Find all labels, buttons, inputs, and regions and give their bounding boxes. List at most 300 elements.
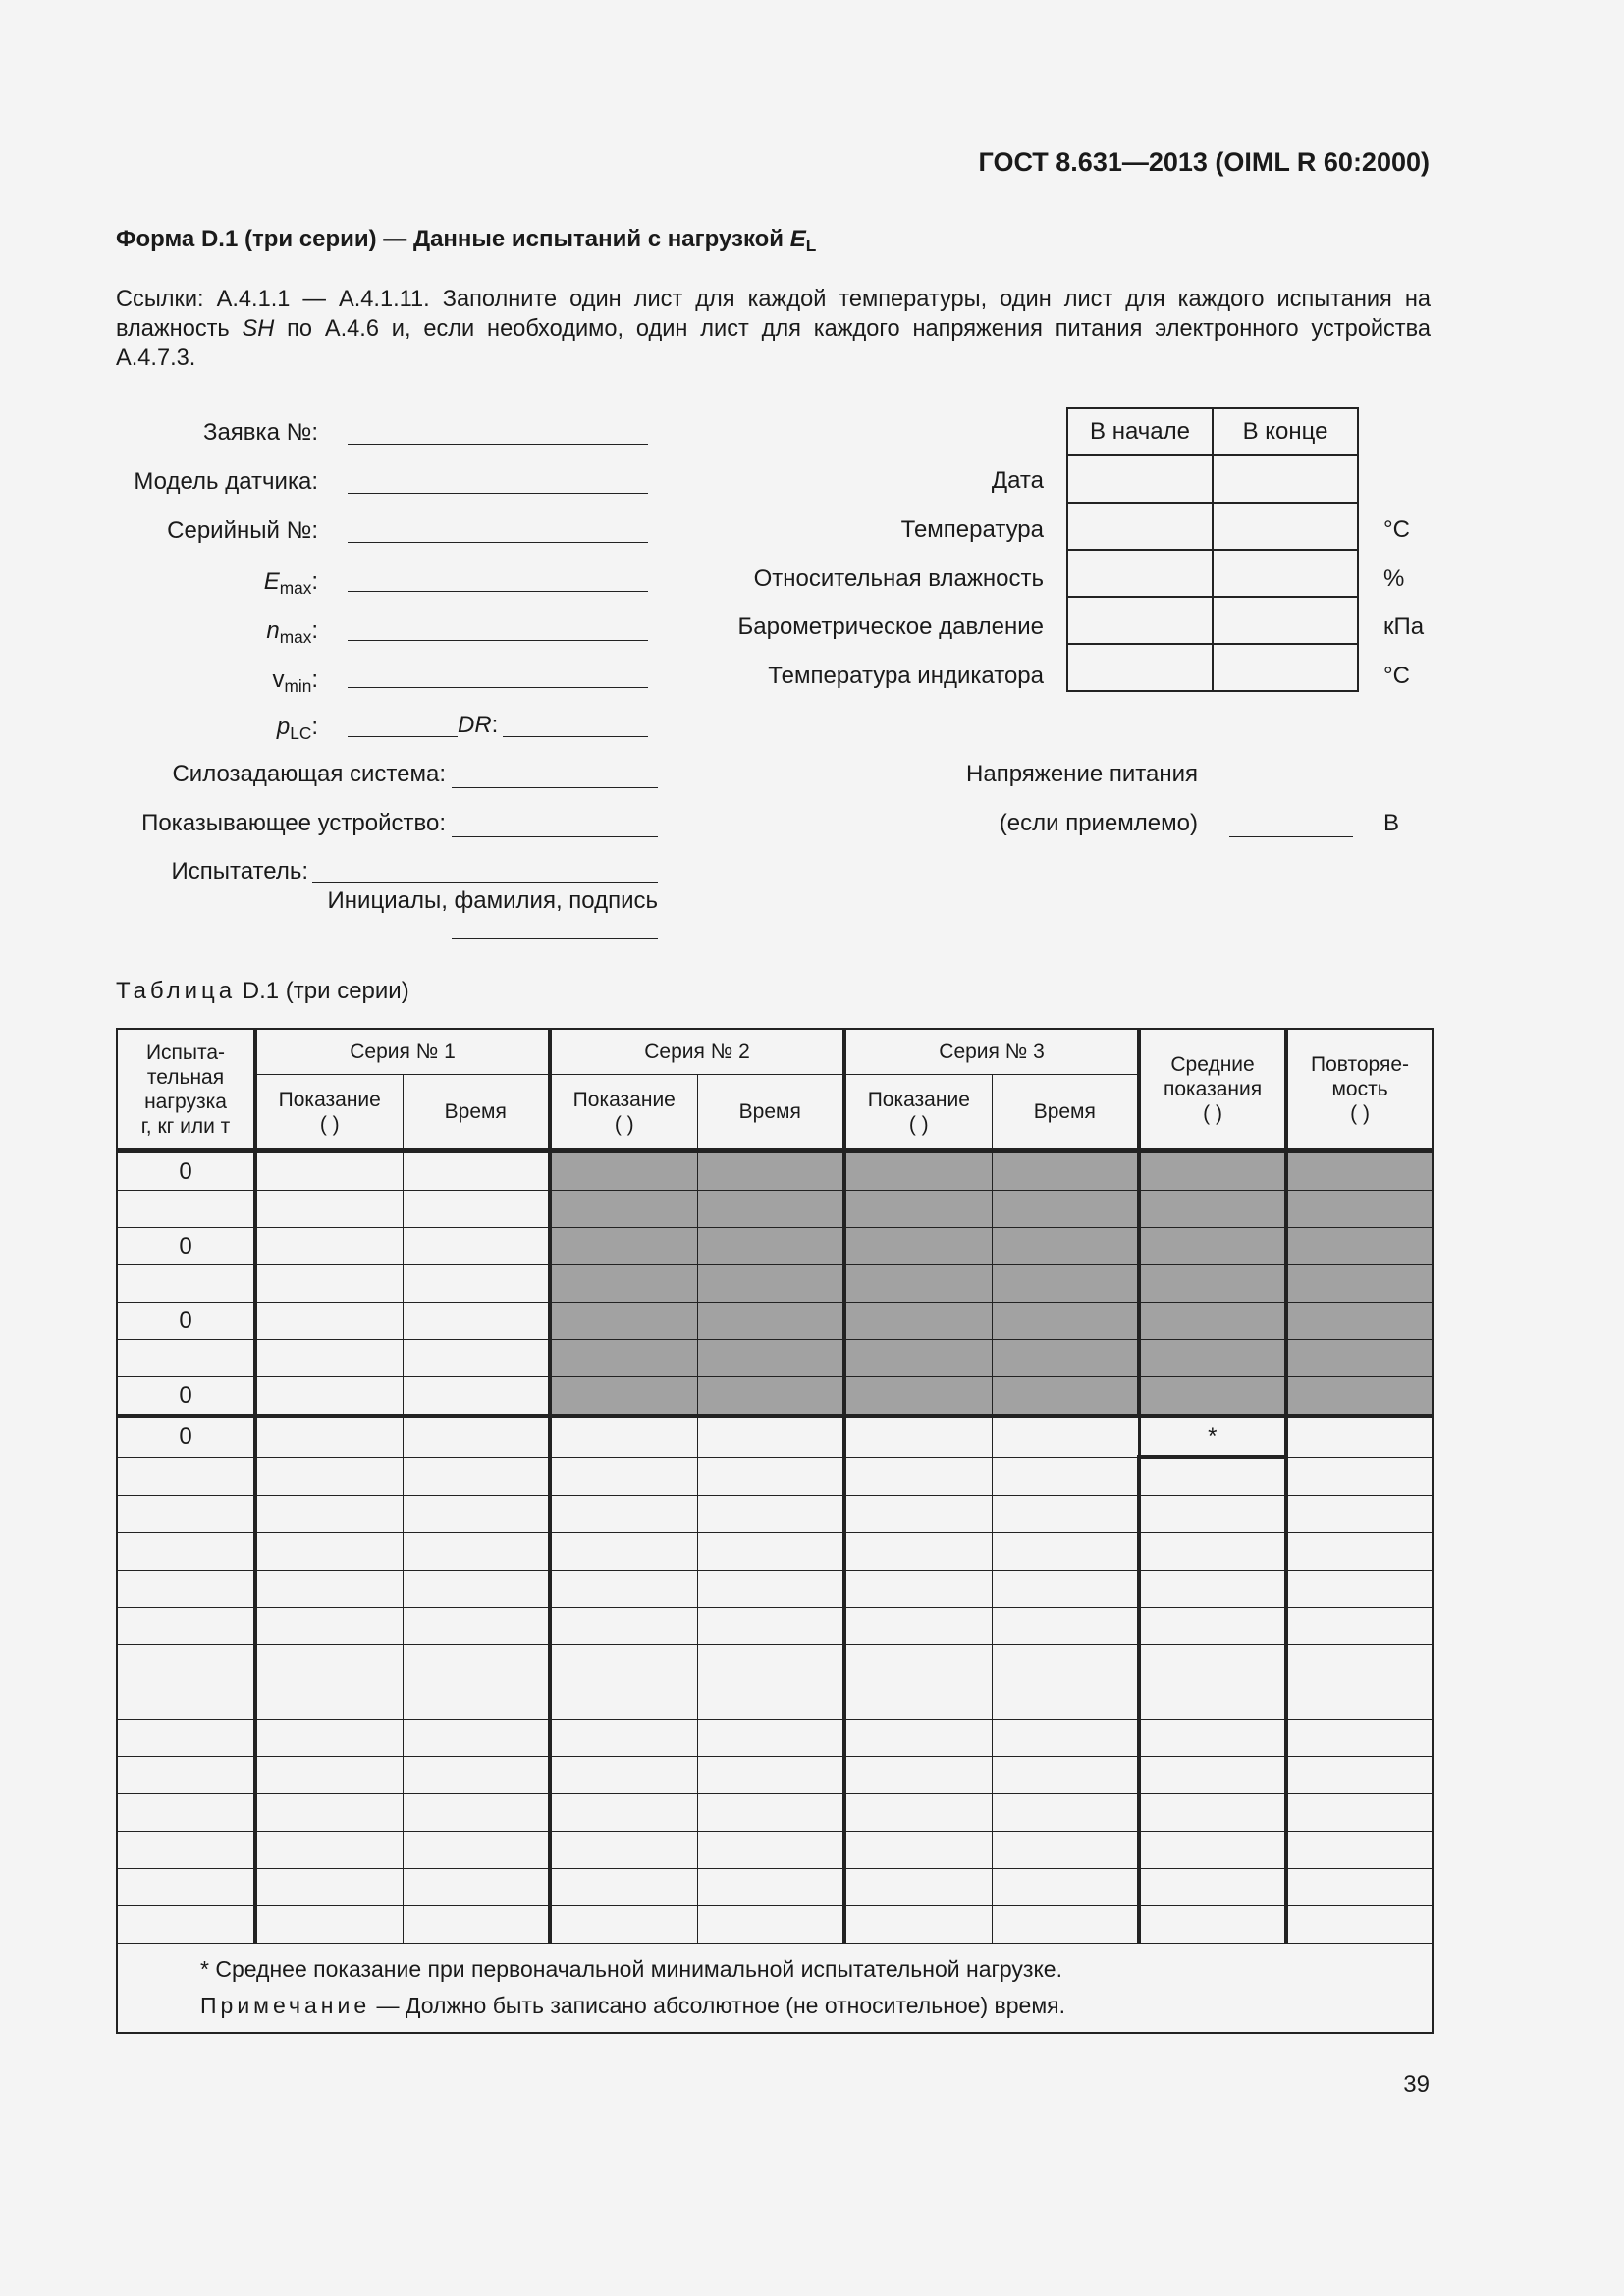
average-header xyxy=(1139,1029,1286,1151)
shaded-cell xyxy=(992,1377,1139,1416)
data-cell[interactable] xyxy=(550,1457,697,1496)
load-cell[interactable] xyxy=(117,1832,255,1869)
data-cell[interactable] xyxy=(403,1645,550,1682)
repeatability-header-line-2: мость xyxy=(1331,1078,1388,1100)
data-cell[interactable] xyxy=(550,1416,697,1458)
data-cell[interactable] xyxy=(992,1571,1139,1608)
data-cell[interactable] xyxy=(697,1608,844,1645)
shaded-cell xyxy=(550,1191,697,1228)
data-cell[interactable] xyxy=(403,1533,550,1571)
force-system-line[interactable] xyxy=(452,787,658,788)
data-cell[interactable] xyxy=(992,1906,1139,1944)
table-row xyxy=(117,1303,1433,1340)
data-cell[interactable] xyxy=(255,1265,403,1303)
repeatability-header-paren: ( ) xyxy=(1350,1102,1370,1125)
average-initial-cell[interactable]: * xyxy=(1139,1416,1286,1458)
pressure-end-cell[interactable] xyxy=(1213,597,1358,644)
vmin-line[interactable] xyxy=(348,687,648,688)
form-title xyxy=(116,226,816,256)
data-cell[interactable] xyxy=(1286,1832,1433,1869)
data-cell[interactable] xyxy=(403,1757,550,1794)
table-row xyxy=(117,1682,1433,1720)
data-cell[interactable] xyxy=(844,1416,992,1458)
data-cell[interactable] xyxy=(403,1794,550,1832)
series-3-reading-label: Показание xyxy=(867,1088,970,1111)
load-cell[interactable] xyxy=(117,1645,255,1682)
data-cell[interactable] xyxy=(550,1608,697,1645)
series-3-header: Серия № 3 xyxy=(844,1029,1139,1075)
data-cell[interactable] xyxy=(550,1757,697,1794)
serial-label: Серийный №: xyxy=(167,517,318,544)
shaded-cell xyxy=(844,1228,992,1265)
data-cell[interactable] xyxy=(255,1303,403,1340)
data-cell[interactable] xyxy=(697,1869,844,1906)
table-caption-word: Таблица xyxy=(116,978,237,1004)
shaded-cell xyxy=(992,1228,1139,1265)
data-cell[interactable] xyxy=(844,1757,992,1794)
data-cell[interactable] xyxy=(844,1832,992,1869)
table-row xyxy=(117,1645,1433,1682)
load-cell[interactable]: 0 xyxy=(117,1377,255,1416)
emax-colon: : xyxy=(311,568,318,595)
date-start-cell[interactable] xyxy=(1067,455,1213,503)
average-header-paren: ( ) xyxy=(1203,1102,1222,1125)
data-cell[interactable] xyxy=(255,1906,403,1944)
data-cell[interactable] xyxy=(1139,1757,1286,1794)
plc-line[interactable] xyxy=(348,736,458,737)
data-cell[interactable] xyxy=(844,1457,992,1496)
data-cell[interactable] xyxy=(1286,1608,1433,1645)
footnote-text: * Среднее показание при первоначальной минимальной испытательной нагрузке. xyxy=(200,1956,1062,1982)
temperature-end-cell[interactable] xyxy=(1213,503,1358,550)
data-cell[interactable] xyxy=(550,1496,697,1533)
shaded-cell xyxy=(992,1191,1139,1228)
shaded-cell xyxy=(550,1265,697,1303)
voltage-hint: (если приемлемо) xyxy=(999,810,1198,836)
data-cell[interactable] xyxy=(255,1869,403,1906)
shaded-cell xyxy=(697,1228,844,1265)
data-cell[interactable] xyxy=(1139,1496,1286,1533)
data-cell[interactable] xyxy=(403,1228,550,1265)
data-cell[interactable] xyxy=(255,1757,403,1794)
data-cell[interactable] xyxy=(844,1533,992,1571)
table-row xyxy=(117,1151,1433,1191)
data-cell[interactable] xyxy=(844,1608,992,1645)
data-cell[interactable] xyxy=(550,1571,697,1608)
data-cell[interactable] xyxy=(697,1682,844,1720)
repeatability-header-line-1: Повторяе- xyxy=(1311,1053,1410,1076)
data-cell[interactable] xyxy=(992,1757,1139,1794)
data-cell[interactable] xyxy=(550,1906,697,1944)
load-cell[interactable]: 0 xyxy=(117,1151,255,1191)
data-cell[interactable] xyxy=(844,1794,992,1832)
shaded-cell xyxy=(1139,1377,1286,1416)
data-cell[interactable] xyxy=(697,1533,844,1571)
voltage-unit: В xyxy=(1383,810,1400,836)
data-cell[interactable] xyxy=(1139,1457,1286,1496)
plc-colon: : xyxy=(311,714,318,740)
data-cell[interactable] xyxy=(697,1496,844,1533)
shaded-cell xyxy=(1286,1228,1433,1265)
load-header xyxy=(117,1029,255,1151)
vmin-subscript: min xyxy=(284,676,312,697)
page-number: 39 xyxy=(1403,2071,1430,2098)
voltage-label: Напряжение питания xyxy=(966,761,1198,787)
table-row xyxy=(117,1608,1433,1645)
data-cell[interactable] xyxy=(844,1682,992,1720)
data-cell[interactable] xyxy=(844,1645,992,1682)
table-row xyxy=(117,1340,1433,1377)
series-1-reading-paren: ( ) xyxy=(319,1112,340,1136)
load-cell[interactable] xyxy=(117,1608,255,1645)
data-cell[interactable] xyxy=(255,1682,403,1720)
pressure-start-cell[interactable] xyxy=(1067,597,1213,644)
data-cell[interactable] xyxy=(992,1869,1139,1906)
data-cell[interactable] xyxy=(255,1533,403,1571)
data-cell[interactable] xyxy=(992,1645,1139,1682)
shaded-cell xyxy=(697,1151,844,1191)
shaded-cell xyxy=(1139,1265,1286,1303)
data-cell[interactable] xyxy=(697,1832,844,1869)
data-cell[interactable] xyxy=(403,1869,550,1906)
data-cell[interactable] xyxy=(255,1340,403,1377)
table-footer xyxy=(117,1944,1433,2034)
dr-label xyxy=(458,711,498,740)
average-header-line-1: Средние xyxy=(1170,1053,1255,1076)
data-cell[interactable] xyxy=(255,1496,403,1533)
application-label: Заявка №: xyxy=(202,419,318,446)
data-cell[interactable] xyxy=(992,1608,1139,1645)
series-2-header: Серия № 2 xyxy=(550,1029,844,1075)
dr-line[interactable] xyxy=(503,736,648,737)
table-caption xyxy=(116,978,409,1005)
data-cell[interactable] xyxy=(1286,1869,1433,1906)
serial-line[interactable] xyxy=(348,542,648,543)
shaded-cell xyxy=(1139,1228,1286,1265)
data-cell[interactable] xyxy=(550,1720,697,1757)
data-cell[interactable] xyxy=(697,1571,844,1608)
data-cell[interactable] xyxy=(1139,1571,1286,1608)
series-1-reading-header xyxy=(255,1075,403,1151)
table-row xyxy=(117,1757,1433,1794)
data-cell[interactable] xyxy=(255,1228,403,1265)
emax-symbol: E xyxy=(263,568,280,595)
data-cell[interactable] xyxy=(403,1608,550,1645)
references-paragraph xyxy=(116,285,1431,373)
condition-unit-humidity: % xyxy=(1383,565,1405,592)
form-title-symbol: E xyxy=(789,226,806,252)
table-row xyxy=(117,1571,1433,1608)
series-2-reading-label: Показание xyxy=(572,1088,676,1111)
shaded-cell xyxy=(550,1303,697,1340)
load-header-line-3: нагрузка xyxy=(144,1090,227,1113)
data-cell[interactable] xyxy=(1286,1682,1433,1720)
references-symbol: SH xyxy=(242,316,275,342)
data-cell[interactable] xyxy=(403,1571,550,1608)
indicator-temperature-end-cell[interactable] xyxy=(1213,644,1358,691)
data-cell[interactable] xyxy=(992,1496,1139,1533)
nmax-label xyxy=(116,616,318,652)
data-cell[interactable] xyxy=(403,1151,550,1191)
tester-label: Испытатель: xyxy=(171,858,308,884)
load-cell[interactable] xyxy=(117,1191,255,1228)
plc-subscript: LC xyxy=(290,723,312,744)
condition-unit-pressure: кПа xyxy=(1383,614,1425,640)
shaded-cell xyxy=(697,1191,844,1228)
series-3-reading-paren: ( ) xyxy=(908,1112,929,1136)
references-part2: по А.4.6 и, если необходимо, один лист для каждого напряжения питания электронного устройства А.4.7.3. xyxy=(116,316,1431,371)
load-cell[interactable] xyxy=(117,1340,255,1377)
average-header-line-2: показания xyxy=(1163,1078,1263,1100)
condition-label-indicator-temperature: Температура индикатора xyxy=(768,663,1044,689)
data-cell[interactable] xyxy=(844,1720,992,1757)
data-cell[interactable] xyxy=(992,1720,1139,1757)
data-cell[interactable] xyxy=(255,1377,403,1416)
conditions-table xyxy=(1066,407,1359,692)
series-2-reading-header xyxy=(550,1075,697,1151)
data-cell[interactable] xyxy=(255,1571,403,1608)
shaded-cell xyxy=(1139,1340,1286,1377)
note-rest: — Должно быть записано абсолютное (не относительное) время. xyxy=(370,1993,1065,2018)
data-cell[interactable] xyxy=(403,1457,550,1496)
shaded-cell xyxy=(1286,1191,1433,1228)
data-cell[interactable] xyxy=(1139,1645,1286,1682)
load-header-line-4: г, кг или т xyxy=(140,1114,231,1138)
data-cell[interactable] xyxy=(992,1794,1139,1832)
data-cell[interactable] xyxy=(550,1682,697,1720)
condition-label-temperature: Температура xyxy=(900,516,1044,543)
condition-label-humidity: Относительная влажность xyxy=(753,565,1044,592)
load-cell[interactable]: 0 xyxy=(117,1416,255,1458)
shaded-cell xyxy=(697,1340,844,1377)
data-cell[interactable] xyxy=(697,1794,844,1832)
data-cell[interactable] xyxy=(403,1303,550,1340)
load-cell[interactable] xyxy=(117,1869,255,1906)
data-cell[interactable] xyxy=(255,1416,403,1458)
data-cell[interactable] xyxy=(1139,1906,1286,1944)
data-cell[interactable] xyxy=(697,1757,844,1794)
condition-unit-temperature: °C xyxy=(1383,516,1410,543)
data-cell[interactable] xyxy=(403,1416,550,1458)
emax-line[interactable] xyxy=(348,591,648,592)
series-1-time-header: Время xyxy=(403,1075,550,1151)
load-cell[interactable] xyxy=(117,1757,255,1794)
data-cell[interactable] xyxy=(255,1151,403,1191)
force-system-label: Силозадающая система: xyxy=(172,761,446,787)
shaded-cell xyxy=(1286,1340,1433,1377)
shaded-cell xyxy=(1139,1303,1286,1340)
data-cell[interactable] xyxy=(1286,1720,1433,1757)
load-cell[interactable] xyxy=(117,1265,255,1303)
data-cell[interactable] xyxy=(550,1794,697,1832)
signature-hint: Инициалы, фамилия, подпись xyxy=(327,887,658,914)
shaded-cell xyxy=(1286,1377,1433,1416)
data-cell[interactable] xyxy=(844,1906,992,1944)
data-cell[interactable] xyxy=(255,1608,403,1645)
emax-label xyxy=(116,567,318,603)
vmin-colon: : xyxy=(311,667,318,693)
table-row xyxy=(117,1377,1433,1416)
data-cell[interactable] xyxy=(255,1720,403,1757)
series-2-time-header: Время xyxy=(697,1075,844,1151)
data-cell[interactable] xyxy=(403,1377,550,1416)
condition-label-date: Дата xyxy=(991,467,1044,494)
shaded-cell xyxy=(550,1151,697,1191)
data-cell[interactable] xyxy=(1286,1416,1433,1458)
shaded-cell xyxy=(697,1377,844,1416)
table-row xyxy=(117,1720,1433,1757)
data-cell[interactable] xyxy=(992,1682,1139,1720)
shaded-cell xyxy=(697,1303,844,1340)
data-cell[interactable] xyxy=(697,1416,844,1458)
data-cell[interactable] xyxy=(1286,1533,1433,1571)
table-row xyxy=(117,1191,1433,1228)
test-data-table xyxy=(116,1028,1434,2034)
signature-line[interactable] xyxy=(452,938,658,939)
shaded-cell xyxy=(1286,1151,1433,1191)
repeatability-header xyxy=(1286,1029,1433,1151)
conditions-header-start: В начале xyxy=(1067,408,1213,455)
data-cell[interactable] xyxy=(992,1832,1139,1869)
load-cell[interactable] xyxy=(117,1533,255,1571)
document-number: ГОСТ 8.631—2013 (OIML R 60:2000) xyxy=(978,147,1430,177)
data-cell[interactable] xyxy=(403,1720,550,1757)
data-cell[interactable] xyxy=(255,1645,403,1682)
shaded-cell xyxy=(844,1265,992,1303)
emax-subscript: max xyxy=(279,578,312,599)
data-cell[interactable] xyxy=(403,1832,550,1869)
data-cell[interactable] xyxy=(1139,1682,1286,1720)
nmax-line[interactable] xyxy=(348,640,648,641)
indicator-temperature-start-cell[interactable] xyxy=(1067,644,1213,691)
data-cell[interactable] xyxy=(255,1794,403,1832)
series-3-reading-header xyxy=(844,1075,992,1151)
series-2-reading-paren: ( ) xyxy=(614,1112,634,1136)
load-cell[interactable] xyxy=(117,1794,255,1832)
data-cell[interactable] xyxy=(550,1533,697,1571)
shaded-cell xyxy=(844,1303,992,1340)
data-cell[interactable] xyxy=(403,1682,550,1720)
condition-label-pressure: Барометрическое давление xyxy=(737,614,1044,640)
data-cell[interactable] xyxy=(697,1645,844,1682)
data-cell[interactable] xyxy=(1139,1720,1286,1757)
data-cell[interactable] xyxy=(403,1191,550,1228)
table-row xyxy=(117,1794,1433,1832)
data-cell[interactable] xyxy=(550,1832,697,1869)
table-row xyxy=(117,1457,1433,1496)
load-cell[interactable]: 0 xyxy=(117,1228,255,1265)
data-cell[interactable] xyxy=(992,1533,1139,1571)
data-cell[interactable] xyxy=(1139,1869,1286,1906)
load-cell[interactable] xyxy=(117,1906,255,1944)
data-cell[interactable] xyxy=(1286,1906,1433,1944)
load-cell[interactable] xyxy=(117,1682,255,1720)
load-cell[interactable] xyxy=(117,1571,255,1608)
data-cell[interactable] xyxy=(1139,1608,1286,1645)
indicator-line[interactable] xyxy=(452,836,658,837)
tester-line[interactable] xyxy=(312,882,658,883)
series-1-header: Серия № 1 xyxy=(255,1029,550,1075)
data-cell[interactable] xyxy=(403,1496,550,1533)
data-cell[interactable] xyxy=(1286,1645,1433,1682)
voltage-line[interactable] xyxy=(1229,836,1353,837)
shaded-cell xyxy=(1139,1151,1286,1191)
plc-label xyxy=(116,713,318,748)
dr-symbol: DR xyxy=(458,712,492,738)
shaded-cell xyxy=(550,1228,697,1265)
sensor-model-label: Модель датчика: xyxy=(134,468,318,495)
data-cell[interactable] xyxy=(992,1416,1139,1458)
data-cell[interactable] xyxy=(255,1191,403,1228)
data-cell[interactable] xyxy=(1286,1496,1433,1533)
shaded-cell xyxy=(992,1151,1139,1191)
data-cell[interactable] xyxy=(844,1496,992,1533)
load-cell[interactable] xyxy=(117,1457,255,1496)
data-cell[interactable] xyxy=(550,1645,697,1682)
shaded-cell xyxy=(1286,1303,1433,1340)
data-cell[interactable] xyxy=(697,1457,844,1496)
data-cell[interactable] xyxy=(1286,1757,1433,1794)
shaded-cell xyxy=(697,1265,844,1303)
data-cell[interactable] xyxy=(697,1906,844,1944)
data-cell[interactable] xyxy=(1139,1832,1286,1869)
table-row xyxy=(117,1906,1433,1944)
humidity-end-cell[interactable] xyxy=(1213,550,1358,597)
load-cell[interactable] xyxy=(117,1496,255,1533)
data-cell[interactable] xyxy=(1286,1571,1433,1608)
sensor-model-line[interactable] xyxy=(348,493,648,494)
conditions-header-end: В конце xyxy=(1213,408,1358,455)
references-part1: Ссылки: А.4.1.1 — А.4.1.11. Заполните один лист для каждой температуры, один лист для каждого испытания на влажность xyxy=(116,287,1431,342)
shaded-cell xyxy=(844,1340,992,1377)
data-cell[interactable] xyxy=(1286,1457,1433,1496)
data-cell[interactable] xyxy=(1139,1533,1286,1571)
data-cell[interactable] xyxy=(1286,1794,1433,1832)
data-cell[interactable] xyxy=(844,1571,992,1608)
shaded-cell xyxy=(1286,1265,1433,1303)
application-line[interactable] xyxy=(348,444,648,445)
temperature-start-cell[interactable] xyxy=(1067,503,1213,550)
table-row xyxy=(117,1416,1433,1458)
form-title-subscript: L xyxy=(805,236,817,256)
series-3-time-header: Время xyxy=(992,1075,1139,1151)
data-cell[interactable] xyxy=(1139,1794,1286,1832)
data-cell[interactable] xyxy=(403,1340,550,1377)
shaded-cell xyxy=(992,1303,1139,1340)
data-cell[interactable] xyxy=(844,1869,992,1906)
nmax-subscript: max xyxy=(279,627,312,648)
note-text xyxy=(200,1988,1432,2024)
data-cell[interactable] xyxy=(255,1457,403,1496)
data-cell[interactable] xyxy=(255,1832,403,1869)
shaded-cell xyxy=(1139,1191,1286,1228)
data-cell[interactable] xyxy=(992,1457,1139,1496)
table-row xyxy=(117,1265,1433,1303)
series-1-reading-label: Показание xyxy=(278,1088,381,1111)
nmax-colon: : xyxy=(311,617,318,644)
table-row xyxy=(117,1228,1433,1265)
load-cell[interactable]: 0 xyxy=(117,1303,255,1340)
humidity-start-cell[interactable] xyxy=(1067,550,1213,597)
shaded-cell xyxy=(844,1151,992,1191)
data-cell[interactable] xyxy=(550,1869,697,1906)
vmin-label xyxy=(116,666,318,701)
data-cell[interactable] xyxy=(697,1720,844,1757)
data-cell[interactable] xyxy=(403,1906,550,1944)
data-cell[interactable] xyxy=(403,1265,550,1303)
load-cell[interactable] xyxy=(117,1720,255,1757)
date-end-cell[interactable] xyxy=(1213,455,1358,503)
